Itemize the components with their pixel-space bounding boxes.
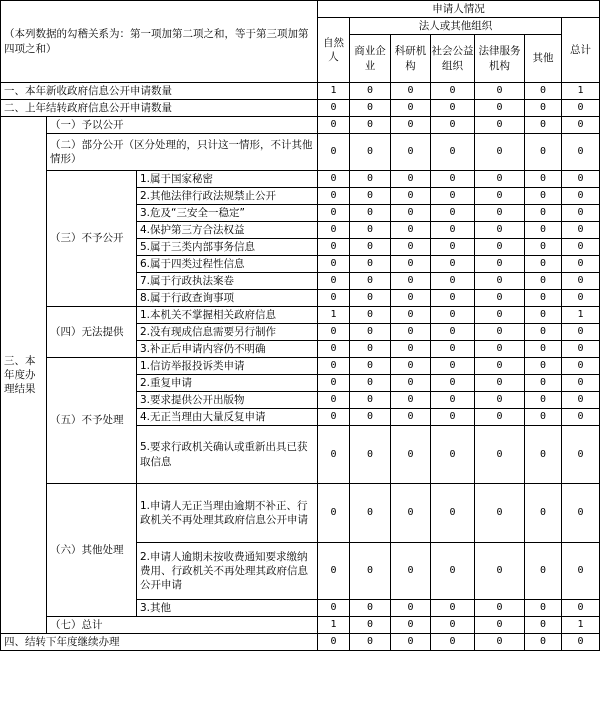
cell-value: 0 <box>562 426 600 484</box>
header-natural-person: 自然人 <box>318 18 350 83</box>
table-row <box>1 634 600 651</box>
cell-value: 0 <box>391 188 431 205</box>
cell-value: 0 <box>562 375 600 392</box>
cell-value: 0 <box>475 307 525 324</box>
row-label: 四、结转下年度继续办理 <box>1 634 318 651</box>
cell-value: 0 <box>391 484 431 543</box>
row-label: 1.本机关不掌握相关政府信息 <box>137 307 318 324</box>
cell-value: 0 <box>350 188 391 205</box>
cell-value: 0 <box>391 205 431 222</box>
header-research: 科研机构 <box>391 35 431 83</box>
cell-value: 0 <box>525 617 562 634</box>
cell-value: 0 <box>318 239 350 256</box>
cell-value: 0 <box>525 426 562 484</box>
cell-value: 0 <box>475 409 525 426</box>
row-label: 1.申请人无正当理由逾期不补正、行政机关不再处理其政府信息公开申请 <box>137 484 318 543</box>
cell-value: 0 <box>525 324 562 341</box>
cell-value: 0 <box>431 83 475 100</box>
cell-value: 0 <box>475 392 525 409</box>
cell-value: 0 <box>350 617 391 634</box>
cell-value: 0 <box>391 392 431 409</box>
cell-value: 1 <box>318 83 350 100</box>
cell-value: 0 <box>318 634 350 651</box>
cell-value: 0 <box>562 222 600 239</box>
cell-value: 0 <box>475 600 525 617</box>
cell-value: 0 <box>431 290 475 307</box>
table-row <box>1 83 600 100</box>
cell-value: 0 <box>475 205 525 222</box>
cell-value: 0 <box>562 188 600 205</box>
cell-value: 0 <box>525 222 562 239</box>
cell-value: 0 <box>350 341 391 358</box>
cell-value: 0 <box>525 543 562 600</box>
cell-value: 0 <box>318 426 350 484</box>
cell-value: 0 <box>525 171 562 188</box>
cell-value: 0 <box>431 273 475 290</box>
group-other-process: （六）其他处理 <box>47 484 137 617</box>
cell-value: 0 <box>350 83 391 100</box>
cell-value: 0 <box>391 273 431 290</box>
cell-value: 0 <box>562 484 600 543</box>
cell-value: 0 <box>525 634 562 651</box>
cell-value: 0 <box>525 239 562 256</box>
cell-value: 0 <box>562 358 600 375</box>
row-label: 3.危及“三安全一稳定” <box>137 205 318 222</box>
table-row <box>1 117 600 134</box>
row-label: 6.属于四类过程性信息 <box>137 256 318 273</box>
cell-value: 0 <box>562 100 600 117</box>
cell-value: 0 <box>318 392 350 409</box>
cell-value: 0 <box>391 171 431 188</box>
cell-value: 0 <box>391 409 431 426</box>
row-label: 3.其他 <box>137 600 318 617</box>
cell-value: 0 <box>350 324 391 341</box>
group-not-process: （五）不予处理 <box>47 358 137 484</box>
cell-value: 0 <box>475 117 525 134</box>
cell-value: 0 <box>391 307 431 324</box>
cell-value: 0 <box>318 341 350 358</box>
cell-value: 0 <box>475 543 525 600</box>
cell-value: 0 <box>318 324 350 341</box>
cell-value: 0 <box>525 205 562 222</box>
cell-value: 0 <box>525 134 562 171</box>
row-label: 2.申请人逾期未按收费通知要求缴纳费用、行政机关不再处理其政府信息公开申请 <box>137 543 318 600</box>
cell-value: 0 <box>475 375 525 392</box>
cell-value: 0 <box>350 256 391 273</box>
cell-value: 0 <box>475 324 525 341</box>
cell-value: 0 <box>475 617 525 634</box>
row-label: 2.重复申请 <box>137 375 318 392</box>
header-legal-service: 法律服务机构 <box>475 35 525 83</box>
cell-value: 0 <box>475 484 525 543</box>
cell-value: 0 <box>475 222 525 239</box>
cell-value: 0 <box>525 358 562 375</box>
cell-value: 0 <box>525 188 562 205</box>
header-applicant: 申请人情况 <box>318 1 600 18</box>
group-not-disclose: （三）不予公开 <box>47 171 137 307</box>
cell-value: 0 <box>318 188 350 205</box>
cell-value: 0 <box>350 409 391 426</box>
cell-value: 0 <box>350 543 391 600</box>
cell-value: 0 <box>391 543 431 600</box>
cell-value: 0 <box>431 239 475 256</box>
cell-value: 0 <box>431 222 475 239</box>
header-other: 其他 <box>525 35 562 83</box>
cell-value: 0 <box>318 409 350 426</box>
row-label: 8.属于行政查询事项 <box>137 290 318 307</box>
row-label: 4.无正当理由大量反复申请 <box>137 409 318 426</box>
row-label: 2.没有现成信息需要另行制作 <box>137 324 318 341</box>
cell-value: 0 <box>562 171 600 188</box>
cell-value: 0 <box>391 290 431 307</box>
row-label: （七）总计 <box>47 617 318 634</box>
cell-value: 0 <box>562 543 600 600</box>
cell-value: 0 <box>318 117 350 134</box>
section-3-label: 三、本年度办理结果 <box>1 117 47 634</box>
cell-value: 0 <box>525 256 562 273</box>
cell-value: 0 <box>350 392 391 409</box>
cell-value: 0 <box>525 341 562 358</box>
cell-value: 0 <box>431 543 475 600</box>
cell-value: 0 <box>350 205 391 222</box>
cell-value: 0 <box>525 409 562 426</box>
table-row <box>1 171 600 188</box>
cell-value: 0 <box>431 392 475 409</box>
cell-value: 1 <box>318 617 350 634</box>
row-label: （一）予以公开 <box>47 117 318 134</box>
cell-value: 0 <box>318 290 350 307</box>
cell-value: 0 <box>525 273 562 290</box>
cell-value: 0 <box>350 307 391 324</box>
cell-value: 0 <box>318 484 350 543</box>
header-social: 社会公益组织 <box>431 35 475 83</box>
cell-value: 0 <box>562 117 600 134</box>
cell-value: 0 <box>525 307 562 324</box>
cell-value: 0 <box>318 222 350 239</box>
cell-value: 0 <box>475 134 525 171</box>
cell-value: 0 <box>431 100 475 117</box>
cell-value: 1 <box>562 307 600 324</box>
cell-value: 0 <box>391 239 431 256</box>
cell-value: 0 <box>562 290 600 307</box>
cell-value: 0 <box>475 239 525 256</box>
table-row <box>1 134 600 171</box>
cell-value: 0 <box>318 543 350 600</box>
cell-value: 0 <box>350 100 391 117</box>
cell-value: 0 <box>391 134 431 171</box>
cell-value: 0 <box>391 358 431 375</box>
cell-value: 0 <box>431 341 475 358</box>
cell-value: 0 <box>431 205 475 222</box>
cell-value: 0 <box>562 273 600 290</box>
cell-value: 0 <box>431 188 475 205</box>
cell-value: 0 <box>431 409 475 426</box>
cell-value: 0 <box>525 600 562 617</box>
cell-value: 0 <box>391 617 431 634</box>
cell-value: 0 <box>391 634 431 651</box>
table-row <box>1 617 600 634</box>
cell-value: 0 <box>350 358 391 375</box>
cell-value: 0 <box>350 222 391 239</box>
cell-value: 0 <box>562 634 600 651</box>
cell-value: 0 <box>562 324 600 341</box>
row-label: 1.信访举报投诉类申请 <box>137 358 318 375</box>
cell-value: 0 <box>391 341 431 358</box>
row-label: 3.要求提供公开出版物 <box>137 392 318 409</box>
cell-value: 0 <box>562 205 600 222</box>
row-label: （二）部分公开（区分处理的，只计这一情形，不计其他情形） <box>47 134 318 171</box>
cell-value: 0 <box>391 324 431 341</box>
group-cannot-provide: （四）无法提供 <box>47 307 137 358</box>
cell-value: 0 <box>318 358 350 375</box>
cell-value: 0 <box>318 600 350 617</box>
row-label: 3.补正后申请内容仍不明确 <box>137 341 318 358</box>
cell-value: 0 <box>431 375 475 392</box>
header-legal-group: 法人或其他组织 <box>350 18 562 35</box>
cell-value: 0 <box>318 171 350 188</box>
row-label: 2.其他法律行政法规禁止公开 <box>137 188 318 205</box>
cell-value: 0 <box>475 358 525 375</box>
table-row <box>1 100 600 117</box>
cell-value: 0 <box>431 426 475 484</box>
cell-value: 0 <box>431 358 475 375</box>
cell-value: 0 <box>350 375 391 392</box>
cell-value: 0 <box>318 205 350 222</box>
header-total: 总计 <box>562 18 600 83</box>
cell-value: 0 <box>475 83 525 100</box>
cell-value: 0 <box>562 256 600 273</box>
cell-value: 0 <box>318 256 350 273</box>
cell-value: 0 <box>525 392 562 409</box>
cell-value: 0 <box>431 171 475 188</box>
table-row <box>1 358 600 375</box>
cell-value: 0 <box>391 117 431 134</box>
header-note: （本列数据的勾稽关系为：第一项加第二项之和，等于第三项加第四项之和） <box>1 1 318 83</box>
cell-value: 0 <box>562 134 600 171</box>
cell-value: 0 <box>562 392 600 409</box>
cell-value: 0 <box>475 341 525 358</box>
row-label: 1.属于国家秘密 <box>137 171 318 188</box>
cell-value: 0 <box>475 171 525 188</box>
cell-value: 0 <box>391 83 431 100</box>
row-label: 5.要求行政机关确认或重新出具已获取信息 <box>137 426 318 484</box>
cell-value: 0 <box>525 83 562 100</box>
cell-value: 0 <box>350 134 391 171</box>
cell-value: 0 <box>318 134 350 171</box>
cell-value: 0 <box>350 171 391 188</box>
cell-value: 1 <box>318 307 350 324</box>
header-commercial: 商业企业 <box>350 35 391 83</box>
cell-value: 0 <box>475 634 525 651</box>
cell-value: 1 <box>562 83 600 100</box>
cell-value: 0 <box>475 290 525 307</box>
cell-value: 0 <box>431 324 475 341</box>
cell-value: 0 <box>350 239 391 256</box>
cell-value: 0 <box>318 375 350 392</box>
cell-value: 0 <box>525 100 562 117</box>
row-label: 二、上年结转政府信息公开申请数量 <box>1 100 318 117</box>
cell-value: 1 <box>562 617 600 634</box>
cell-value: 0 <box>431 600 475 617</box>
cell-value: 0 <box>475 100 525 117</box>
cell-value: 0 <box>525 375 562 392</box>
cell-value: 0 <box>525 117 562 134</box>
cell-value: 0 <box>475 426 525 484</box>
cell-value: 0 <box>525 290 562 307</box>
cell-value: 0 <box>350 273 391 290</box>
cell-value: 0 <box>562 341 600 358</box>
cell-value: 0 <box>431 256 475 273</box>
row-label: 4.保护第三方合法权益 <box>137 222 318 239</box>
cell-value: 0 <box>525 484 562 543</box>
cell-value: 0 <box>431 117 475 134</box>
cell-value: 0 <box>475 273 525 290</box>
cell-value: 0 <box>391 600 431 617</box>
cell-value: 0 <box>475 188 525 205</box>
cell-value: 0 <box>391 100 431 117</box>
cell-value: 0 <box>391 256 431 273</box>
cell-value: 0 <box>350 117 391 134</box>
cell-value: 0 <box>350 484 391 543</box>
cell-value: 0 <box>475 256 525 273</box>
cell-value: 0 <box>562 600 600 617</box>
cell-value: 0 <box>562 409 600 426</box>
table-row <box>1 484 600 543</box>
cell-value: 0 <box>350 426 391 484</box>
cell-value: 0 <box>350 600 391 617</box>
cell-value: 0 <box>431 484 475 543</box>
cell-value: 0 <box>350 634 391 651</box>
row-label: 一、本年新收政府信息公开申请数量 <box>1 83 318 100</box>
cell-value: 0 <box>431 134 475 171</box>
cell-value: 0 <box>391 375 431 392</box>
cell-value: 0 <box>391 222 431 239</box>
row-label: 5.属于三类内部事务信息 <box>137 239 318 256</box>
cell-value: 0 <box>431 617 475 634</box>
cell-value: 0 <box>350 290 391 307</box>
table-row <box>1 307 600 324</box>
cell-value: 0 <box>318 273 350 290</box>
cell-value: 0 <box>318 100 350 117</box>
cell-value: 0 <box>391 426 431 484</box>
row-label: 7.属于行政执法案卷 <box>137 273 318 290</box>
cell-value: 0 <box>431 307 475 324</box>
cell-value: 0 <box>431 634 475 651</box>
cell-value: 0 <box>562 239 600 256</box>
